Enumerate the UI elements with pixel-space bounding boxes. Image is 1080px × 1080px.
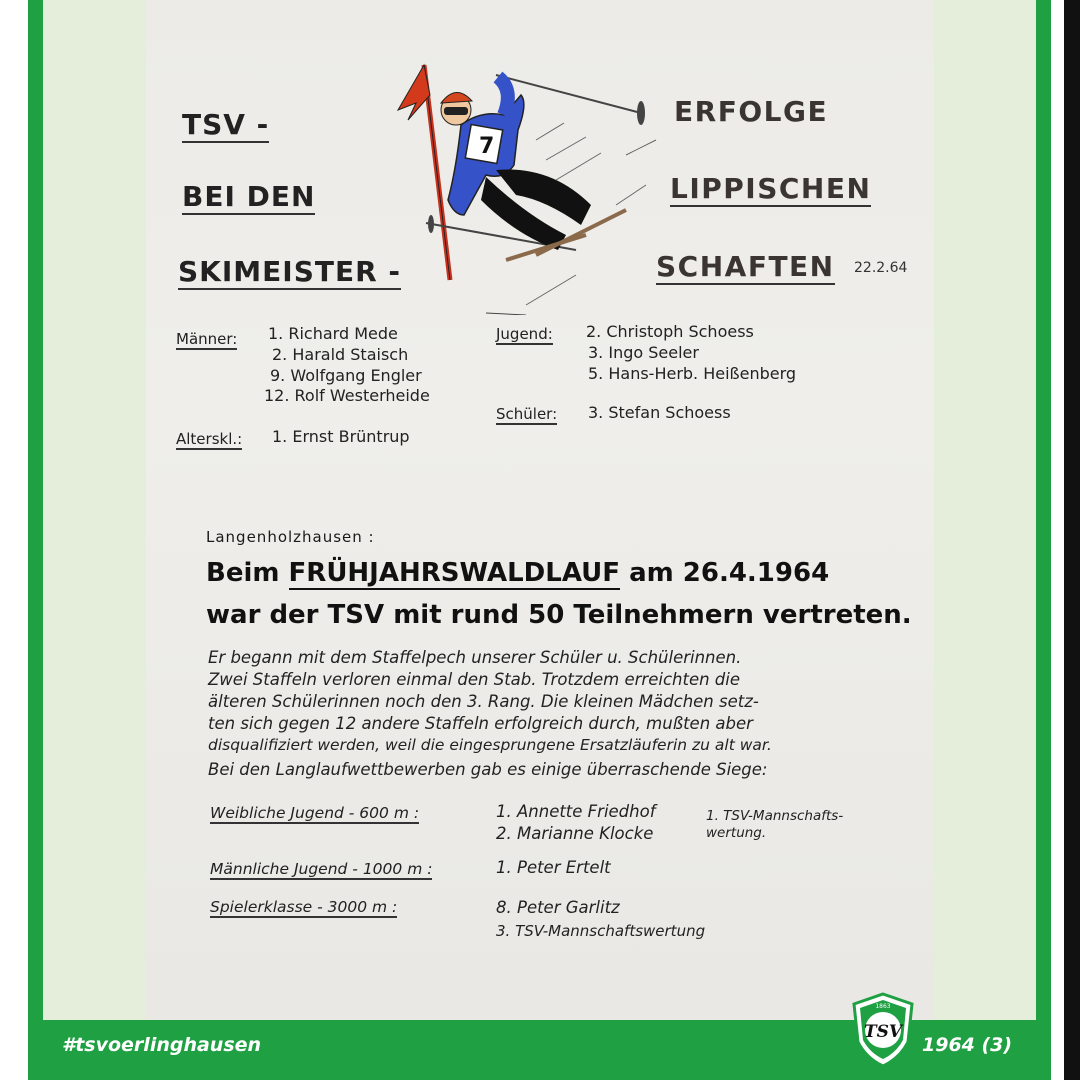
category-label-weibliche: Weibliche Jugend - 600 m : <box>210 804 420 822</box>
skier-bib-number: 7 <box>479 134 495 159</box>
category-spielerklasse-result-1: 8. Peter Garlitz <box>496 898 620 917</box>
header-erfolge: ERFOLGE <box>674 95 829 128</box>
maenner-result-1: 1. Richard Mede <box>268 324 398 343</box>
schueler-result-1: 3. Stefan Schoess <box>588 403 731 422</box>
jugend-label: Jugend: <box>496 325 553 343</box>
altersklasse-result-1: 1. Ernst Brüntrup <box>272 427 410 446</box>
maenner-result-4: 12. Rolf Westerheide <box>264 386 430 405</box>
headline-event: FRÜHJAHRSWALDLAUF <box>288 558 621 588</box>
header-date: 22.2.64 <box>854 260 908 276</box>
paragraph-line-5: disqualifiziert werden, weil die eingesprungene Ersatzläuferin zu alt war. <box>208 736 772 754</box>
header-schaften: SCHAFTEN <box>656 250 835 283</box>
paragraph-line-3: älteren Schülerinnen noch den 3. Rang. Die kleinen Mädchen setz- <box>208 692 759 711</box>
logo-year: 1863 <box>875 1003 891 1010</box>
maenner-label: Männer: <box>176 330 238 348</box>
header-lippischen: LIPPISCHEN <box>670 172 872 205</box>
jugend-result-1: 2. Christoph Schoess <box>586 322 754 341</box>
category-label-spielerklasse: Spielerklasse - 3000 m : <box>210 898 398 916</box>
paragraph-line-2: Zwei Staffeln verloren einmal den Stab. Trotzdem erreichten die <box>208 670 741 689</box>
maenner-result-2: 2. Harald Staisch <box>272 345 409 364</box>
left-pale-margin <box>43 0 146 1020</box>
paragraph-line-4: ten sich gegen 12 andere Staffeln erfolgreich durch, mußten aber <box>208 714 753 733</box>
footer-hashtag[interactable]: #tsvoerlinghausen <box>62 1034 262 1056</box>
left-green-border <box>28 0 43 1080</box>
header-tsv: TSV - <box>182 108 270 141</box>
right-dark-edge <box>1064 0 1080 1080</box>
paragraph-line-1: Er begann mit dem Staffelpech unserer Schüler u. Schülerinnen. <box>208 648 742 667</box>
jugend-result-3: 5. Hans-Herb. Heißenberg <box>588 364 797 383</box>
category-label-maennliche: Männliche Jugend - 1000 m : <box>210 860 433 878</box>
logo-text: TSV <box>863 1022 903 1042</box>
category-weibliche-result-2: 2. Marianne Klocke <box>496 824 654 843</box>
header-bei-den: BEI DEN <box>182 180 316 213</box>
altersklasse-label: Alterskl.: <box>176 430 243 448</box>
footer-year: 1964 (3) <box>922 1034 1013 1056</box>
paragraph-line-6: Bei den Langlaufwettbewerben gab es einige überraschende Siege: <box>208 760 768 779</box>
maenner-result-3: 9. Wolfgang Engler <box>270 366 422 385</box>
schueler-label: Schüler: <box>496 405 558 423</box>
right-pale-margin <box>934 0 1036 1020</box>
headline-pre: Beim <box>206 558 280 588</box>
place-heading: Langenholzhausen : <box>206 528 375 546</box>
category-weibliche-result-1: 1. Annette Friedhof <box>496 802 656 821</box>
skier-illustration <box>386 55 686 315</box>
right-green-border <box>1036 0 1051 1080</box>
jugend-result-2: 3. Ingo Seeler <box>588 343 699 362</box>
category-maennliche-result-1: 1. Peter Ertelt <box>496 858 611 877</box>
category-spielerklasse-result-2: 3. TSV-Mannschaftswertung <box>496 922 706 940</box>
chronicle-page <box>146 0 934 1020</box>
category-weibliche-note: 1. TSV-Mannschafts- wertung. <box>706 808 844 841</box>
headline-line-1 <box>206 558 829 588</box>
headline-post: am 26.4.1964 <box>629 558 830 588</box>
club-logo-icon <box>850 992 916 1068</box>
header-skimeister: SKIMEISTER - <box>178 255 402 288</box>
headline-line-2: war der TSV mit rund 50 Teilnehmern vertreten. <box>206 600 912 630</box>
